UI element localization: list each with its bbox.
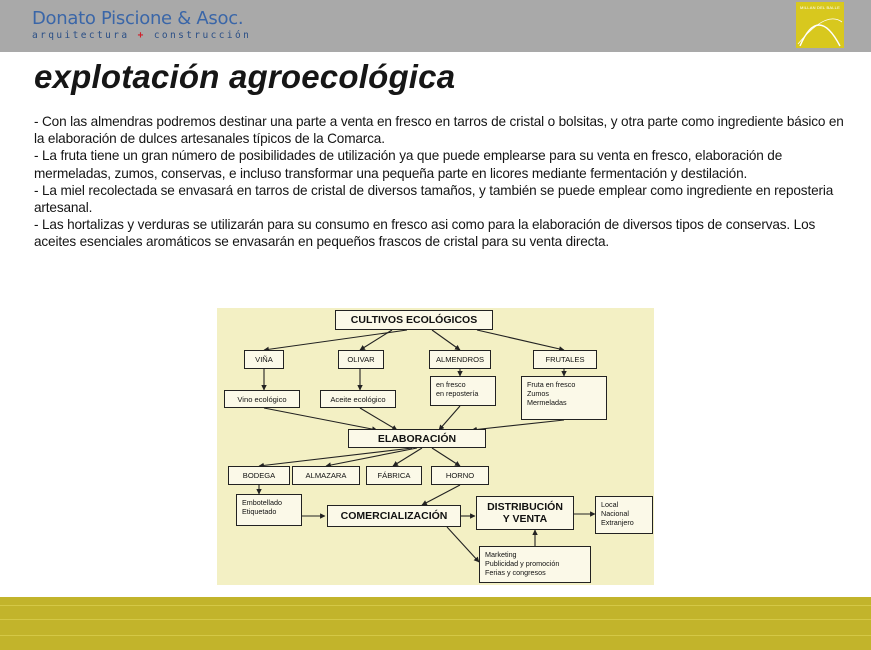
footer-stripe xyxy=(0,635,871,636)
page-title: explotación agroecológica xyxy=(34,58,456,95)
node-olivar xyxy=(338,350,384,369)
node-almendras-fresh: en fresco xyxy=(436,380,466,389)
flow-diagram xyxy=(217,308,654,585)
node-market-nacional: Nacional xyxy=(601,509,629,518)
node-fabrica xyxy=(366,466,422,485)
node-vina-label: VIÑA xyxy=(255,355,273,364)
node-distribucion-line2: Y VENTA xyxy=(502,513,548,525)
node-olivar-label: OLIVAR xyxy=(347,355,375,364)
logo xyxy=(796,2,844,48)
node-bodega-label: BODEGA xyxy=(242,471,276,480)
node-fruta-mermeladas: Mermeladas xyxy=(527,398,567,407)
node-elaboracion-label: ELABORACIÓN xyxy=(377,432,457,445)
node-elaboracion xyxy=(348,429,486,448)
header-band xyxy=(0,0,871,52)
node-market-local: Local xyxy=(601,500,619,509)
node-cultivos-ecologicos xyxy=(335,310,493,330)
node-almendros xyxy=(429,350,491,369)
node-horno-label: HORNO xyxy=(445,471,475,480)
node-comercializacion-label: COMERCIALIZACIÓN xyxy=(340,510,448,522)
node-frutales-label: FRUTALES xyxy=(545,355,585,364)
footer-stripe xyxy=(0,605,871,606)
node-markets xyxy=(595,496,653,534)
node-fruta-zumos: Zumos xyxy=(527,389,549,398)
node-embotellado-label: Embotellado xyxy=(242,498,282,507)
paragraph-almonds: - Con las almendras podremos destinar una parte a venta en fresco en tarros de cristal o bolsitas, y otra parte como ingrediente básico en la elaboración de dulces artesanales típicos de la Comarca. xyxy=(34,114,844,147)
node-marketing xyxy=(479,546,591,583)
node-fabrica-label: FÁBRICA xyxy=(377,471,411,480)
node-vino-ecologico xyxy=(224,390,300,408)
paragraph-fruit: - La fruta tiene un gran número de posibilidades de utilización ya que puede emplearse para su venta en fresco, elaboración de mermeladas, zumos, conservas, e incluso transformar una pequeña parte en licores mediante fermentación y destilación. xyxy=(34,148,783,181)
company-brand xyxy=(32,9,251,41)
node-almendras-uses xyxy=(430,376,496,406)
node-vina xyxy=(244,350,284,369)
node-marketing-label: Marketing xyxy=(485,550,517,559)
tagline-plus: + xyxy=(137,30,146,41)
node-market-extranjero: Extranjero xyxy=(601,518,634,527)
node-publicidad-label: Publicidad y promoción xyxy=(485,559,560,568)
node-distribucion-line1: DISTRIBUCIÓN xyxy=(487,501,563,513)
node-aceite-label: Aceite ecológico xyxy=(330,394,386,404)
tagline-architecture: arquitectura xyxy=(32,30,130,41)
node-frutales xyxy=(533,350,597,369)
node-almazara xyxy=(292,466,360,485)
footer-band xyxy=(0,597,871,650)
footer-stripe xyxy=(0,619,871,620)
node-bodega xyxy=(228,466,290,485)
node-almendros-label: ALMENDROS xyxy=(435,355,485,364)
node-aceite-ecologico xyxy=(320,390,396,408)
tagline-construction: construcción xyxy=(153,30,252,41)
company-name: Donato Piscione & Asoc. xyxy=(32,8,244,29)
node-horno xyxy=(431,466,489,485)
company-tagline xyxy=(32,30,251,41)
node-fruta-uses xyxy=(521,376,607,420)
node-distribucion-text xyxy=(487,501,563,525)
node-almazara-label: ALMAZARA xyxy=(305,471,347,480)
node-ferias-label: Ferias y congresos xyxy=(485,568,546,577)
node-almendras-pastry: en repostería xyxy=(436,389,479,398)
node-cultivos-label: CULTIVOS ECOLÓGICOS xyxy=(350,314,478,326)
body-text xyxy=(34,113,849,251)
node-comercializacion xyxy=(327,505,461,527)
node-embotellado xyxy=(236,494,302,526)
node-vino-label: Vino ecológico xyxy=(237,394,287,404)
node-fruta-fresh: Fruta en fresco xyxy=(527,380,576,389)
logo-text: MILLAN DEL BALLE xyxy=(800,5,840,10)
paragraph-honey: - La miel recolectada se envasará en tarros de cristal de diversos tamaños, y también se puede emplear como ingrediente en reposteria artesanal. xyxy=(34,182,834,216)
node-etiquetado-label: Etiquetado xyxy=(242,507,277,516)
paragraph-vegetables: - Las hortalizas y verduras se utilizarán para su consumo en fresco asi como para la elaboración de diversos tipos de conservas. Los aceites esenciales aromáticos se envasarán en pequeños frascos de cristal para su venta directa. xyxy=(34,217,816,250)
node-distribucion-venta xyxy=(476,496,574,530)
